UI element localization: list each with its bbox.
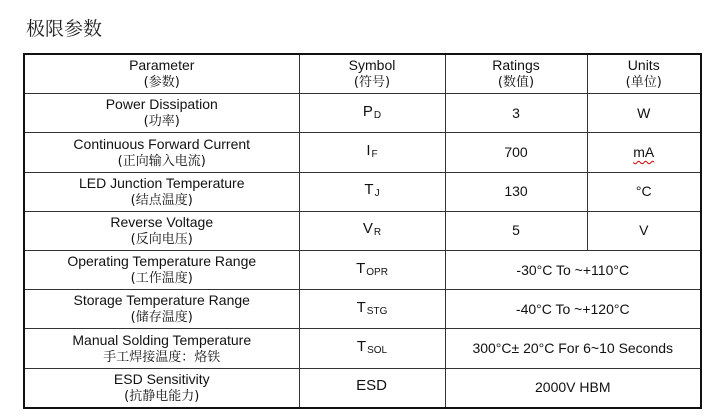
rating-cell: 5	[445, 211, 587, 250]
symbol-subscript: R	[373, 227, 382, 239]
param-name-cn: (正向输入电流)	[117, 153, 206, 169]
param-name: Storage Temperature Range	[73, 292, 250, 309]
symbol-cell	[299, 368, 445, 408]
param-name: Operating Temperature Range	[67, 253, 257, 270]
param-cell	[24, 368, 299, 408]
header-ratings-label: Ratings	[492, 57, 540, 74]
symbol-main: V	[362, 220, 373, 238]
symbol-main: T	[356, 338, 367, 356]
unit-cell: W	[587, 94, 701, 133]
symbol-cell	[299, 211, 445, 250]
symbol-subscript: F	[371, 149, 378, 161]
symbol-main: ESD	[356, 377, 387, 395]
header-ratings-cn: (数值)	[497, 75, 535, 91]
rating-range-cell: -40°C To ~+120°C	[445, 290, 701, 329]
param-name: Manual Solding Temperature	[72, 331, 252, 348]
rating-cell: 700	[445, 133, 587, 172]
symbol-subscript: D	[373, 109, 382, 121]
symbol-cell	[299, 133, 445, 172]
param-name: ESD Sensitivity	[113, 370, 210, 387]
param-name: LED Junction Temperature	[79, 174, 245, 191]
header-parameter	[24, 54, 299, 94]
page-title: 极限参数	[26, 18, 103, 40]
param-cell	[24, 211, 299, 250]
param-name-cn: (抗静电能力)	[124, 388, 200, 404]
symbol-cell	[299, 329, 445, 368]
table-row	[24, 329, 701, 368]
header-parameter-label: Parameter	[129, 57, 195, 74]
table-row	[24, 368, 701, 408]
param-name: Power Dissipation	[105, 96, 218, 113]
param-name-cn: (工作温度)	[130, 271, 193, 287]
symbol-main: T	[356, 259, 366, 277]
symbol-cell	[299, 251, 445, 290]
symbol-subscript: OPR	[366, 266, 388, 278]
rating-range-cell: 2000V HBM	[445, 368, 701, 408]
rating-range-cell: -30°C To ~+110°C	[445, 251, 701, 290]
header-units	[587, 54, 701, 94]
header-symbol-label: Symbol	[348, 57, 396, 74]
symbol-subscript: J	[374, 188, 380, 200]
table-row	[24, 290, 701, 329]
table-row	[24, 172, 701, 211]
symbol-main: P	[362, 102, 373, 120]
header-units-label: Units	[627, 57, 660, 74]
symbol-main: T	[356, 298, 366, 316]
unit-cell: °C	[587, 172, 701, 211]
table-header-row	[24, 54, 701, 94]
symbol-subscript: STG	[366, 305, 388, 317]
table-row	[24, 133, 701, 172]
symbol-subscript: SOL	[367, 345, 388, 357]
symbol-cell	[299, 172, 445, 211]
table-row	[24, 251, 701, 290]
unit-cell	[587, 133, 701, 172]
rating-cell: 130	[445, 172, 587, 211]
param-cell	[24, 172, 299, 211]
symbol-cell	[299, 94, 445, 133]
param-cell	[24, 251, 299, 290]
rating-range-cell: 300°C± 20°C For 6~10 Seconds	[445, 329, 701, 368]
header-parameter-cn: (参数)	[143, 75, 180, 91]
rating-cell: 3	[445, 94, 587, 133]
param-cell	[24, 290, 299, 329]
param-name-cn: (功率)	[143, 114, 180, 130]
header-symbol-cn: (符号)	[353, 75, 391, 91]
param-name-cn: 手工焊接温度：烙铁	[103, 349, 221, 365]
symbol-cell	[299, 290, 445, 329]
table-row	[24, 94, 701, 133]
param-name-cn: (结点温度)	[130, 192, 193, 208]
table-row	[24, 211, 701, 250]
symbol-main: I	[366, 142, 371, 160]
param-name: Continuous Forward Current	[73, 135, 251, 152]
param-cell	[24, 94, 299, 133]
absolute-maximum-ratings-table	[23, 53, 702, 409]
header-symbol	[299, 54, 445, 94]
param-name-cn: (储存温度)	[130, 310, 193, 326]
param-name: Reverse Voltage	[110, 213, 214, 230]
header-units-cn: (单位)	[625, 75, 662, 91]
param-name-cn: (反向电压)	[130, 231, 193, 247]
symbol-main: T	[364, 181, 374, 199]
param-cell	[24, 329, 299, 368]
param-cell	[24, 133, 299, 172]
unit-cell: V	[587, 211, 701, 250]
unit-value: mA	[633, 144, 655, 161]
header-ratings	[445, 54, 587, 94]
